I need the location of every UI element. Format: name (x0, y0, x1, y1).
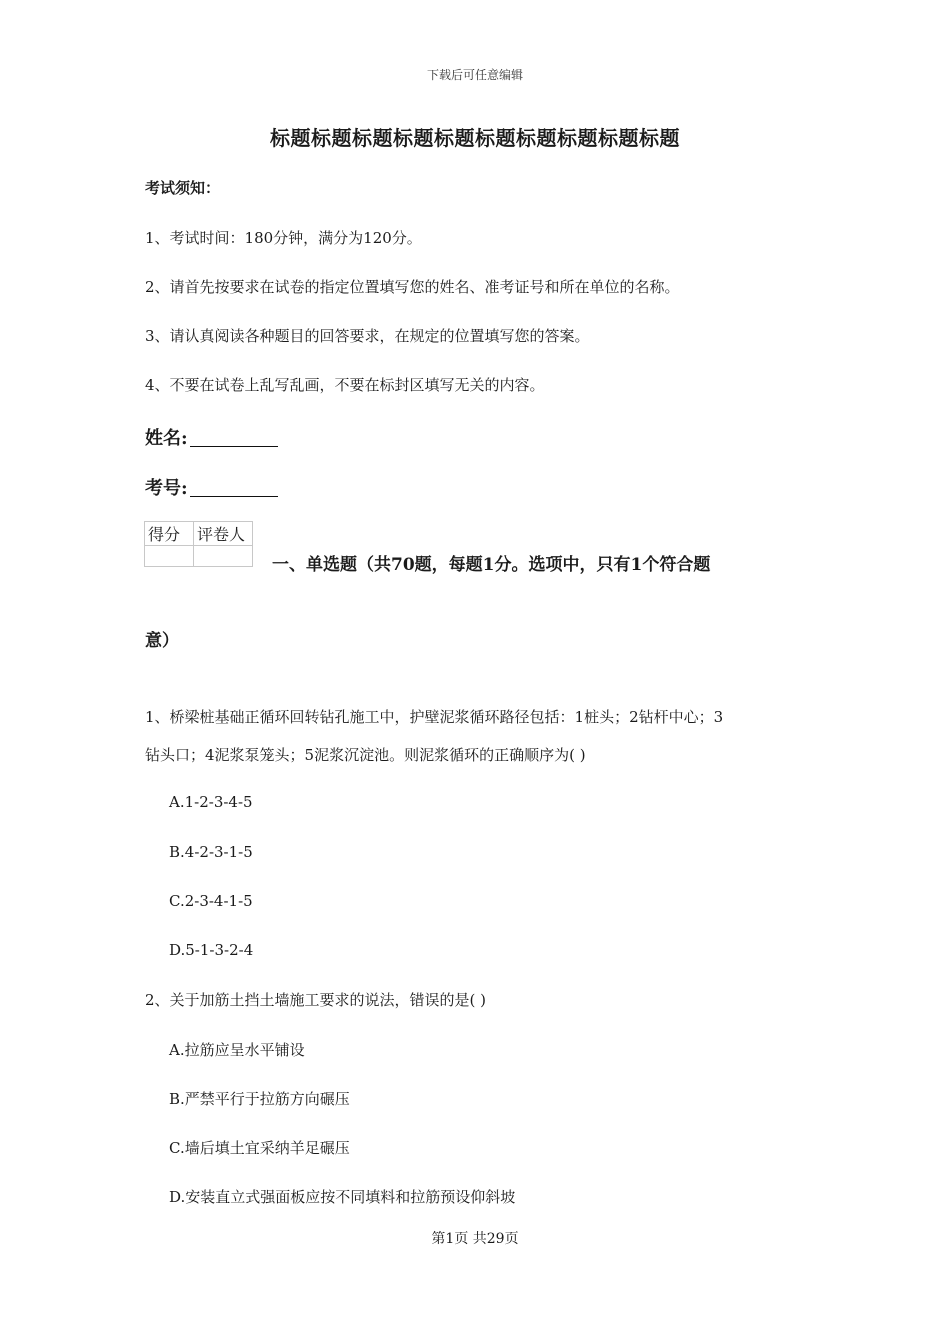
question-1-option-c: C.2-3-4-1-5 (169, 892, 253, 910)
question-1-option-d: D.5-1-3-2-4 (169, 941, 254, 959)
score-cell[interactable] (145, 546, 194, 567)
exam-number-field (145, 474, 278, 500)
notice-rule-2: 2、请首先按要求在试卷的指定位置填写您的姓名、准考证号和所在单位的名称。 (145, 278, 680, 296)
question-2-option-c: C.墙后填土宜采纳羊足碾压 (169, 1139, 350, 1157)
notice-heading: 考试须知： (145, 179, 221, 197)
score-table (144, 521, 253, 567)
name-label: 姓名: (145, 428, 188, 449)
question-2-option-b: B.严禁平行于拉筋方向碾压 (169, 1090, 350, 1108)
notice-rule-3: 3、请认真阅读各种题目的回答要求，在规定的位置填写您的答案。 (145, 327, 590, 345)
document-title: 标题标题标题标题标题标题标题标题标题标题 (270, 126, 680, 150)
exam-number-label: 考号: (145, 478, 188, 499)
header-note: 下载后可任意编辑 (426, 68, 523, 82)
notice-rule-1: 1、考试时间：180分钟，满分为120分。 (145, 229, 422, 247)
question-1-option-a: A.1-2-3-4-5 (169, 793, 253, 811)
section-title: 一、单选题（共70题，每题1分。选项中，只有1个符合题 (272, 555, 711, 575)
question-2-option-a: A.拉筋应呈水平铺设 (169, 1041, 305, 1059)
name-field (145, 424, 278, 450)
question-1-stem-continued: 钻头口；4泥浆泵笼头；5泥浆沉淀池。则泥浆循环的正确顺序为( ) (145, 746, 586, 764)
name-blank[interactable] (190, 428, 278, 447)
grader-cell[interactable] (194, 546, 253, 567)
question-1-option-b: B.4-2-3-1-5 (169, 843, 253, 861)
score-header: 得分 (145, 522, 194, 546)
question-2-stem: 2、关于加筋土挡土墙施工要求的说法，错误的是( ) (145, 991, 487, 1009)
notice-rule-4: 4、不要在试卷上乱写乱画，不要在标封区填写无关的内容。 (145, 376, 545, 394)
question-2-option-d: D.安装直立式强面板应按不同填料和拉筋预设仰斜坡 (169, 1188, 516, 1206)
page-footer: 第1页 共29页 (431, 1231, 519, 1247)
grader-header: 评卷人 (194, 522, 253, 546)
exam-number-blank[interactable] (190, 478, 278, 497)
section-title-continued: 意） (145, 631, 179, 651)
question-1-stem: 1、桥梁桩基础正循环回转钻孔施工中，护壁泥浆循环路径包括：1桩头；2钻杆中心；3 (145, 708, 724, 726)
